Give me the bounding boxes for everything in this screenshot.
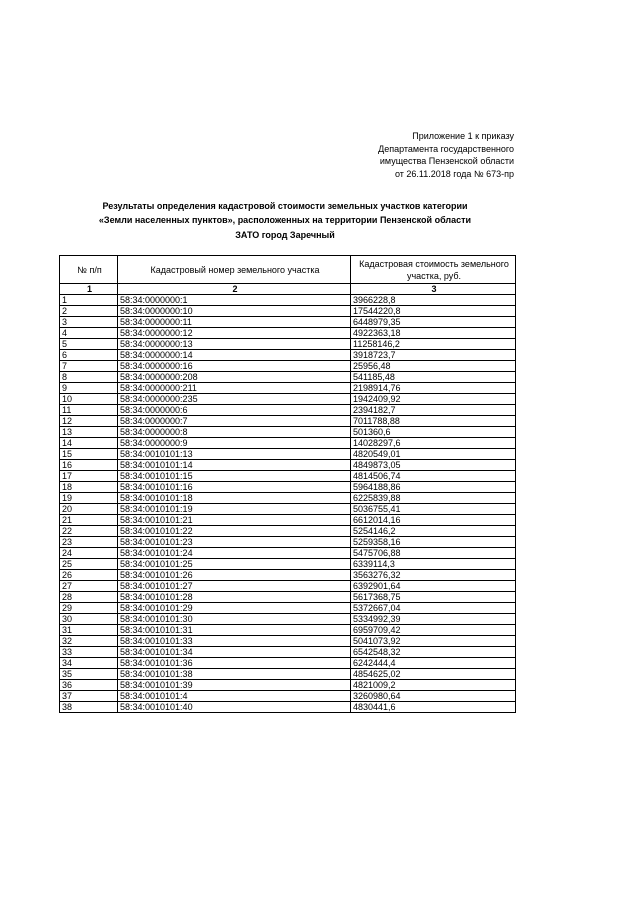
table-row: [60, 350, 516, 361]
row-number-cell: 7: [60, 361, 118, 372]
cadastral-value-cell: 2198914,76: [351, 383, 516, 394]
row-number-cell: 9: [60, 383, 118, 394]
cadastral-value-cell: 4922363,18: [351, 328, 516, 339]
row-number-cell: 25: [60, 559, 118, 570]
row-number-cell: 29: [60, 603, 118, 614]
cadastral-value-cell: 5036755,41: [351, 504, 516, 515]
cadastral-number-cell: 58:34:0000000:208: [118, 372, 351, 383]
row-number-cell: 16: [60, 460, 118, 471]
cadastral-number-cell: 58:34:0000000:13: [118, 339, 351, 350]
cadastral-value-cell: 5964188,86: [351, 482, 516, 493]
cadastral-number-cell: 58:34:0000000:235: [118, 394, 351, 405]
cadastral-number-cell: 58:34:0010101:31: [118, 625, 351, 636]
table-row: [60, 471, 516, 482]
cadastral-table: [59, 255, 516, 713]
row-number-cell: 32: [60, 636, 118, 647]
title-line: «Земли населенных пунктов», расположенных на территории Пензенской области: [98, 215, 472, 225]
cadastral-value-cell: 6612014,16: [351, 515, 516, 526]
table-row: [60, 372, 516, 383]
table-row: [60, 427, 516, 438]
column-number: 1: [60, 284, 118, 295]
table-row: [60, 680, 516, 691]
table-row: [60, 526, 516, 537]
header-cadastral-value: Кадастровая стоимость земельного участка, руб.: [351, 256, 516, 284]
cadastral-value-cell: 5475706,88: [351, 548, 516, 559]
cadastral-value-cell: 11258146,2: [351, 339, 516, 350]
row-number-cell: 12: [60, 416, 118, 427]
row-number-cell: 28: [60, 592, 118, 603]
cadastral-number-cell: 58:34:0010101:26: [118, 570, 351, 581]
table-header-row: [60, 256, 516, 284]
cadastral-value-cell: 4814506,74: [351, 471, 516, 482]
table-row: [60, 537, 516, 548]
cadastral-number-cell: 58:34:0000000:7: [118, 416, 351, 427]
cadastral-value-cell: 4830441,6: [351, 702, 516, 713]
table-row: [60, 691, 516, 702]
cadastral-value-cell: 6959709,42: [351, 625, 516, 636]
row-number-cell: 1: [60, 295, 118, 306]
row-number-cell: 15: [60, 449, 118, 460]
cadastral-number-cell: 58:34:0010101:4: [118, 691, 351, 702]
cadastral-number-cell: 58:34:0010101:33: [118, 636, 351, 647]
row-number-cell: 17: [60, 471, 118, 482]
row-number-cell: 13: [60, 427, 118, 438]
row-number-cell: 38: [60, 702, 118, 713]
table-row: [60, 328, 516, 339]
cadastral-number-cell: 58:34:0010101:39: [118, 680, 351, 691]
appendix-line: от 26.11.2018 года № 673-пр: [394, 168, 514, 179]
table-row: [60, 339, 516, 350]
appendix-line: Приложение 1 к приказу: [412, 131, 514, 141]
title-line: Результаты определения кадастровой стоимости земельных участков категории: [102, 201, 468, 211]
table-row: [60, 636, 516, 647]
table-row: [60, 669, 516, 680]
appendix-line: имущества Пензенской области: [379, 156, 514, 167]
row-number-cell: 5: [60, 339, 118, 350]
table-row: [60, 592, 516, 603]
cadastral-number-cell: 58:34:0010101:24: [118, 548, 351, 559]
cadastral-number-cell: 58:34:0010101:15: [118, 471, 351, 482]
cadastral-number-cell: 58:34:0000000:14: [118, 350, 351, 361]
row-number-cell: 27: [60, 581, 118, 592]
column-number-row: [60, 284, 516, 295]
cadastral-value-cell: 14028297,6: [351, 438, 516, 449]
table-row: [60, 438, 516, 449]
cadastral-value-cell: 4854625,02: [351, 669, 516, 680]
cadastral-number-cell: 58:34:0010101:38: [118, 669, 351, 680]
cadastral-number-cell: 58:34:0010101:34: [118, 647, 351, 658]
row-number-cell: 6: [60, 350, 118, 361]
cadastral-value-cell: 541185,48: [351, 372, 516, 383]
cadastral-number-cell: 58:34:0010101:23: [118, 537, 351, 548]
table-row: [60, 361, 516, 372]
row-number-cell: 34: [60, 658, 118, 669]
row-number-cell: 36: [60, 680, 118, 691]
table-row: [60, 603, 516, 614]
row-number-cell: 18: [60, 482, 118, 493]
cadastral-number-cell: 58:34:0010101:14: [118, 460, 351, 471]
column-number: 3: [351, 284, 516, 295]
cadastral-number-cell: 58:34:0010101:29: [118, 603, 351, 614]
row-number-cell: 20: [60, 504, 118, 515]
cadastral-value-cell: 5372667,04: [351, 603, 516, 614]
table-row: [60, 647, 516, 658]
cadastral-number-cell: 58:34:0000000:9: [118, 438, 351, 449]
cadastral-value-cell: 4849873,05: [351, 460, 516, 471]
appendix-line: Департамента государственного: [378, 143, 514, 154]
header-cadastral-number: Кадастровый номер земельного участка: [118, 256, 351, 284]
table-row: [60, 295, 516, 306]
table-row: [60, 581, 516, 592]
table-row: [60, 405, 516, 416]
cadastral-number-cell: 58:34:0000000:11: [118, 317, 351, 328]
row-number-cell: 3: [60, 317, 118, 328]
table-row: [60, 449, 516, 460]
row-number-cell: 35: [60, 669, 118, 680]
row-number-cell: 23: [60, 537, 118, 548]
cadastral-number-cell: 58:34:0010101:21: [118, 515, 351, 526]
cadastral-value-cell: 5041073,92: [351, 636, 516, 647]
row-number-cell: 37: [60, 691, 118, 702]
cadastral-value-cell: 25956,48: [351, 361, 516, 372]
cadastral-number-cell: 58:34:0000000:1: [118, 295, 351, 306]
table-row: [60, 515, 516, 526]
cadastral-value-cell: 2394182,7: [351, 405, 516, 416]
row-number-cell: 26: [60, 570, 118, 581]
cadastral-number-cell: 58:34:0010101:30: [118, 614, 351, 625]
row-number-cell: 10: [60, 394, 118, 405]
cadastral-value-cell: 501360,6: [351, 427, 516, 438]
cadastral-number-cell: 58:34:0010101:28: [118, 592, 351, 603]
table-row: [60, 317, 516, 328]
table-row: [60, 625, 516, 636]
cadastral-number-cell: 58:34:0010101:40: [118, 702, 351, 713]
row-number-cell: 14: [60, 438, 118, 449]
cadastral-number-cell: 58:34:0010101:22: [118, 526, 351, 537]
row-number-cell: 8: [60, 372, 118, 383]
table-row: [60, 482, 516, 493]
cadastral-number-cell: 58:34:0000000:16: [118, 361, 351, 372]
table-body: [60, 295, 516, 713]
cadastral-number-cell: 58:34:0010101:36: [118, 658, 351, 669]
row-number-cell: 2: [60, 306, 118, 317]
row-number-cell: 4: [60, 328, 118, 339]
cadastral-value-cell: 6448979,35: [351, 317, 516, 328]
cadastral-value-cell: 5254146,2: [351, 526, 516, 537]
cadastral-value-cell: 4820549,01: [351, 449, 516, 460]
cadastral-number-cell: 58:34:0000000:10: [118, 306, 351, 317]
cadastral-number-cell: 58:34:0000000:8: [118, 427, 351, 438]
cadastral-value-cell: 6242444,4: [351, 658, 516, 669]
row-number-cell: 31: [60, 625, 118, 636]
row-number-cell: 33: [60, 647, 118, 658]
row-number-cell: 22: [60, 526, 118, 537]
document-title: [56, 199, 514, 227]
cadastral-value-cell: 3918723,7: [351, 350, 516, 361]
table-row: [60, 614, 516, 625]
cadastral-value-cell: 7011788,88: [351, 416, 516, 427]
cadastral-number-cell: 58:34:0000000:211: [118, 383, 351, 394]
cadastral-value-cell: 6225839,88: [351, 493, 516, 504]
table-row: [60, 306, 516, 317]
cadastral-value-cell: 6542548,32: [351, 647, 516, 658]
cadastral-value-cell: 6392901,64: [351, 581, 516, 592]
cadastral-value-cell: 3260980,64: [351, 691, 516, 702]
cadastral-number-cell: 58:34:0010101:25: [118, 559, 351, 570]
table-row: [60, 504, 516, 515]
table-row: [60, 559, 516, 570]
cadastral-value-cell: 17544220,8: [351, 306, 516, 317]
cadastral-value-cell: 1942409,92: [351, 394, 516, 405]
table-row: [60, 548, 516, 559]
cadastral-value-cell: 5334992,39: [351, 614, 516, 625]
table-row: [60, 383, 516, 394]
table-row: [60, 394, 516, 405]
table-row: [60, 416, 516, 427]
cadastral-number-cell: 58:34:0010101:19: [118, 504, 351, 515]
row-number-cell: 21: [60, 515, 118, 526]
cadastral-value-cell: 6339114,3: [351, 559, 516, 570]
document-subtitle: ЗАТО город Заречный: [235, 230, 335, 240]
cadastral-value-cell: 4821009,2: [351, 680, 516, 691]
column-number: 2: [118, 284, 351, 295]
cadastral-number-cell: 58:34:0010101:16: [118, 482, 351, 493]
table-row: [60, 570, 516, 581]
header-number: № п/п: [60, 256, 118, 284]
cadastral-number-cell: 58:34:0000000:6: [118, 405, 351, 416]
appendix-block: [378, 130, 514, 180]
cadastral-value-cell: 3966228,8: [351, 295, 516, 306]
cadastral-value-cell: 3563276,32: [351, 570, 516, 581]
cadastral-number-cell: 58:34:0010101:27: [118, 581, 351, 592]
row-number-cell: 11: [60, 405, 118, 416]
table-row: [60, 460, 516, 471]
cadastral-number-cell: 58:34:0010101:13: [118, 449, 351, 460]
row-number-cell: 30: [60, 614, 118, 625]
cadastral-number-cell: 58:34:0000000:12: [118, 328, 351, 339]
row-number-cell: 19: [60, 493, 118, 504]
table-row: [60, 702, 516, 713]
cadastral-value-cell: 5259358,16: [351, 537, 516, 548]
table-row: [60, 658, 516, 669]
cadastral-number-cell: 58:34:0010101:18: [118, 493, 351, 504]
row-number-cell: 24: [60, 548, 118, 559]
table-row: [60, 493, 516, 504]
cadastral-value-cell: 5617368,75: [351, 592, 516, 603]
